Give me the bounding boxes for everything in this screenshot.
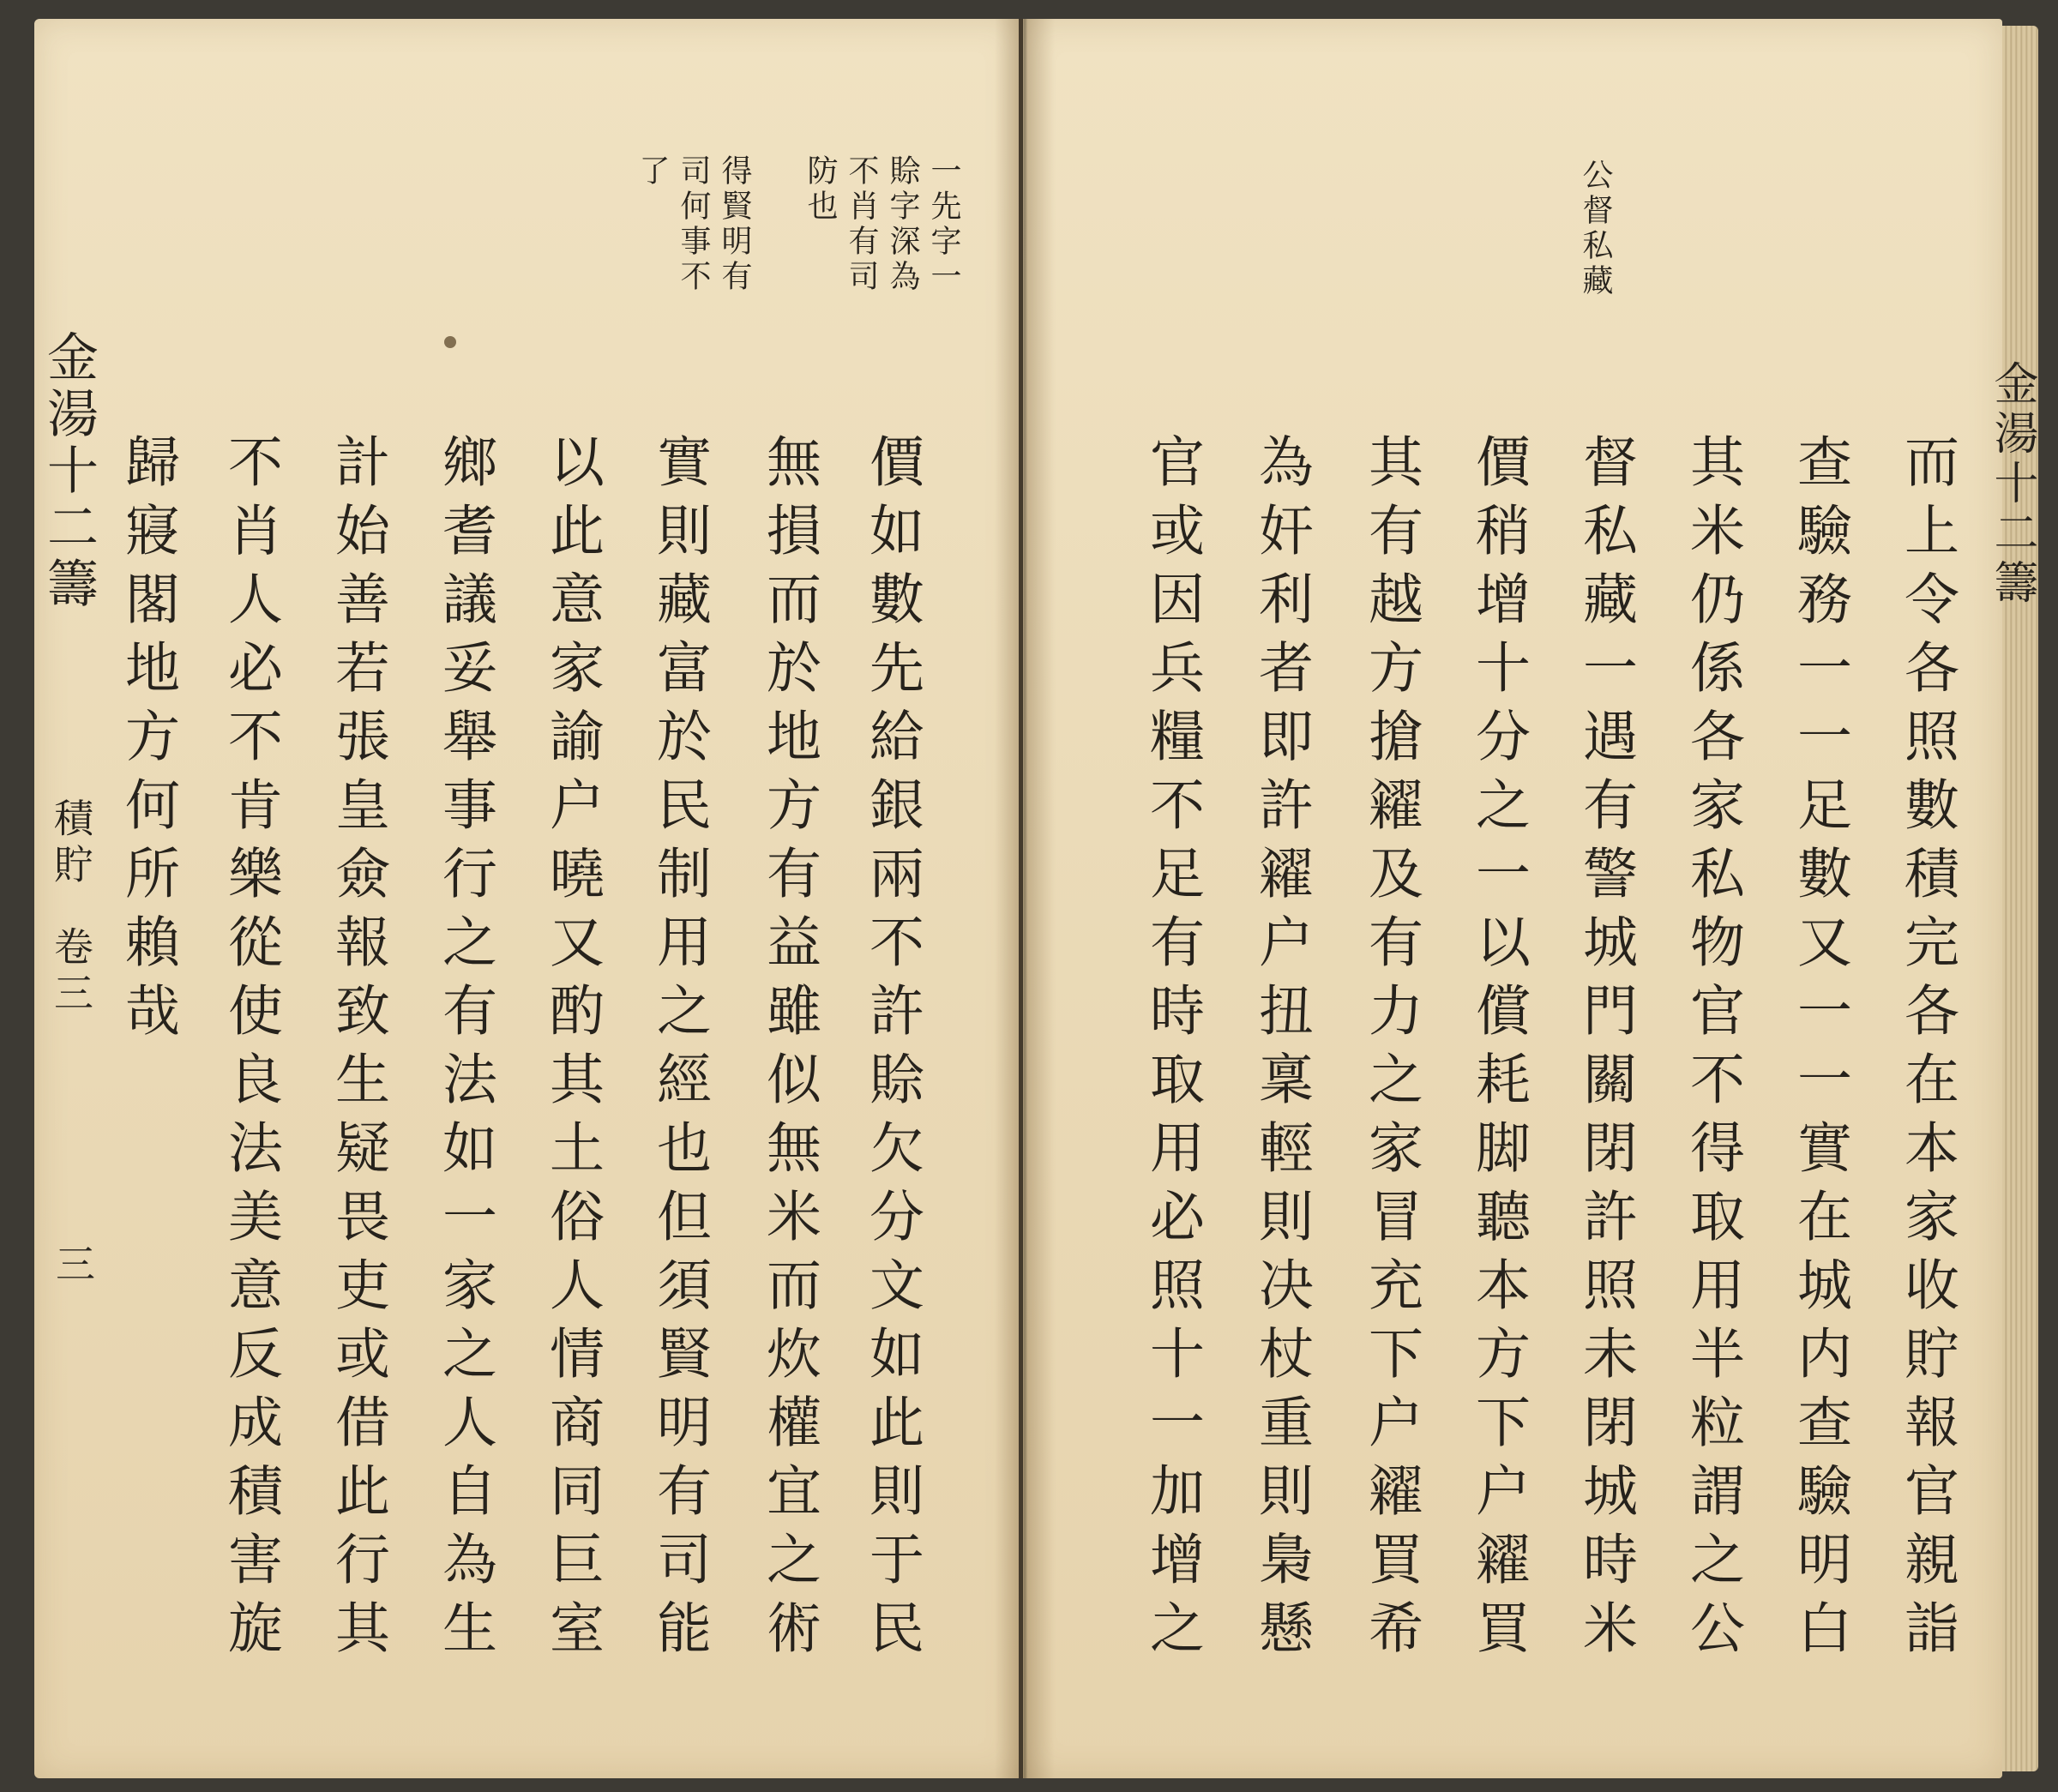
book-gutter	[995, 19, 1055, 1778]
left-margin-volume: 卷三	[48, 926, 94, 1019]
left-column-3: 實則藏富於民制用之經也但須賢明有司能	[647, 433, 711, 1668]
left-column-8: 歸寢閣地方何所賴哉	[116, 433, 179, 1050]
right-column-8: 官或因兵糧不足有時取用必照十一加增之	[1140, 433, 1204, 1668]
left-note-2: 賒字深為	[885, 154, 920, 295]
right-column-7: 為奸利者即許糴户扭稟輕則决杖重則梟懸	[1249, 433, 1313, 1668]
left-note-3: 不肖有司	[844, 154, 879, 295]
left-note-6: 司何事不	[676, 154, 711, 295]
right-column-5: 價稍增十分之一以償耗脚聽本方下户糴買	[1466, 433, 1530, 1668]
right-column-2: 查驗務一一足數又一一實在城内查驗明白	[1788, 433, 1851, 1668]
ink-spot	[444, 336, 456, 348]
left-margin-page-number: 三	[50, 1243, 96, 1290]
right-column-1: 而上令各照數積完各在本家收貯報官親詣	[1895, 433, 1959, 1668]
right-margin-book-title: 金湯十二籌	[1986, 360, 2037, 609]
left-column-6: 計始善若張皇僉報致生疑畏吏或借此行其	[326, 433, 389, 1668]
right-note-1: 公督私藏	[1578, 159, 1613, 299]
left-note-1: 一先字一	[926, 154, 961, 295]
right-column-6: 其有越方搶糴及有力之家冒充下户糴買希	[1359, 433, 1423, 1668]
right-column-3: 其米仍係各家私物官不得取用半粒謂之公	[1681, 433, 1744, 1668]
left-margin-section-title: 積貯	[48, 797, 94, 890]
left-column-2: 無損而於地方有益雖似無米而炊權宜之術	[757, 433, 821, 1668]
left-note-4: 防也	[803, 154, 838, 225]
left-column-7: 不肖人必不肯樂從使良法美意反成積害旋	[219, 433, 282, 1668]
left-note-5: 得賢明有	[717, 154, 752, 295]
left-column-5: 鄉耆議妥舉事行之有法如一家之人自為生	[433, 433, 496, 1668]
left-column-4: 以此意家諭户曉又酌其土俗人情商同巨室	[540, 433, 604, 1668]
left-column-1: 價如數先給銀兩不許賒欠分文如此則于民	[860, 433, 924, 1668]
right-column-4: 督私藏一遇有警城門關閉許照未閉城時米	[1574, 433, 1637, 1668]
left-note-7: 了	[635, 154, 670, 189]
page-edges	[2002, 26, 2038, 1771]
left-margin-book-title: 金湯十二籌	[39, 330, 99, 613]
